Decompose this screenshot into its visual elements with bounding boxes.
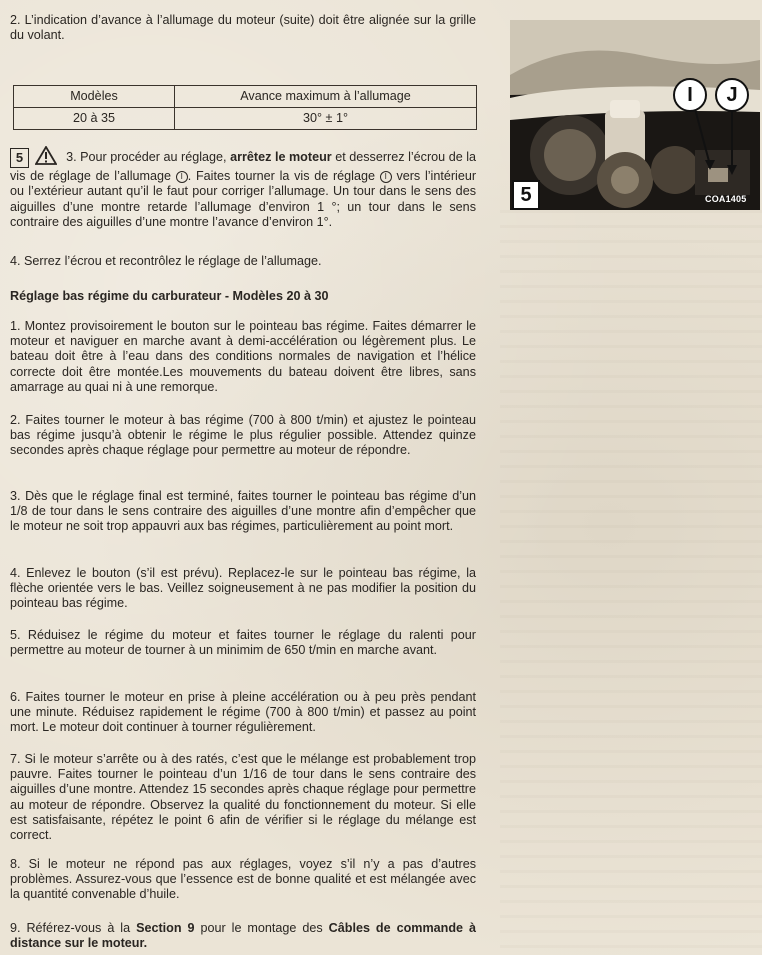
callout-i-marker-2: I bbox=[380, 171, 392, 183]
section-title-text: Réglage bas régime du carburateur - Modèles 20 à 30 bbox=[10, 289, 329, 303]
spec-table bbox=[13, 85, 477, 130]
list-item bbox=[10, 857, 476, 903]
step-9-section-ref: Section 9 bbox=[136, 921, 195, 935]
list-item bbox=[10, 566, 476, 612]
table-row bbox=[14, 108, 477, 130]
list-item bbox=[10, 690, 476, 736]
step-3-intro: 3. Pour procéder au réglage, bbox=[66, 149, 227, 164]
step-3-bold: arrêtez le moteur bbox=[230, 149, 332, 164]
intro-text: 2. L’indication d’avance à l’allumage du moteur (suite) doit être alignée sur la grille du volant. bbox=[10, 13, 476, 43]
bleed-through-texture bbox=[500, 210, 762, 955]
paragraph-8: 8. Si le moteur ne répond pas aux réglages, voyez s’il n’y a pas d’autres problèmes. Assurez-vous que l’essence est de bonne qualité et est mélangée avec la quantité convenable d’huile. bbox=[10, 857, 476, 902]
table-cell-advance: 30° ± 1° bbox=[175, 108, 477, 130]
table-header-row bbox=[14, 86, 477, 108]
list-item bbox=[10, 489, 476, 535]
engine-photo-drawing bbox=[510, 20, 760, 210]
step-4-paragraph bbox=[10, 254, 476, 269]
step-3-text-b: . Faites tourner la vis de réglage bbox=[187, 169, 375, 184]
paragraph-5: 5. Réduisez le régime du moteur et faites tourner le réglage du ralenti pour permettre au moteur de tourner à un minimim de 650 t/min en marche avant. bbox=[10, 628, 476, 658]
paragraph-6: 6. Faites tourner le moteur en prise à pleine accélération ou à peu près pendant une minute. Réduisez rapidement le régime (700 à 800 t/min) et passez au point mort. Le moteur doit continuer à tourner régulièrement. bbox=[10, 690, 476, 735]
paragraph-7: 7. Si le moteur s’arrête ou à des ratés, c’est que le mélange est probablement trop pauvre. Faites tourner le pointeau d’un 1/16 de tour dans le sens contraire des aiguilles d’une montre. Attendez 15 secondes après chaque réglage pour permettre au moteur de répondre. Observez la qualité du fonctionnement du moteur. Si elle est satisfaisante, répétez le point 6 afin de vérifier si le réglage du mélange est correct. bbox=[10, 752, 476, 843]
step-9-paragraph bbox=[10, 921, 476, 951]
paragraph-1: 1. Montez provisoirement le bouton sur le pointeau bas régime. Faites démarrer le moteur et naviguer en marche avant à demi-accélération ou légèrement plus. Le bateau doit être à l’eau dans des conditions normales de navigation et l’hélice correcte doit être montée.Les mouvements du bateau doivent être libres, sans amarrage au quai ni à une remorque. bbox=[10, 319, 476, 394]
engine-photo bbox=[510, 20, 760, 210]
intro-paragraph bbox=[10, 13, 476, 43]
step-4-text: 4. Serrez l’écrou et recontrôlez le réglage de l’allumage. bbox=[10, 254, 322, 268]
step-3-text-c: vers l’intérieur ou l’extérieur autant qu’il le faut pour corriger l’allumage. Un tour dans le sens des aiguilles d’une montre retarde l’allumage d’environ 1 °; un tour dans le sens contraire des aiguilles d’une montre l’avance d’environ 1°. bbox=[10, 169, 477, 229]
photo-code: COA1405 bbox=[705, 194, 747, 204]
step-3-text-a: et desserrez l’écrou de la vis de réglage de l’allumage bbox=[10, 149, 477, 184]
photo-label-j: J bbox=[715, 78, 749, 112]
figure-reference-badge: 5 bbox=[10, 148, 29, 168]
table-header-advance: Avance maximum à l’allumage bbox=[175, 86, 477, 108]
table-header-models: Modèles bbox=[14, 86, 175, 108]
paragraph-3: 3. Dès que le réglage final est terminé, faites tourner le pointeau bas régime d’un 1/8 de tour dans le sens contraire des aiguilles d’une montre afin d’empêcher que le moteur ne soit trop appauvri aux bas régimes, particulièrement au point mort. bbox=[10, 489, 476, 534]
paragraph-2: 2. Faites tourner le moteur à bas régime (700 à 800 t/min) et ajustez le pointeau bas régime jusqu’à obtenir le régime le plus régulier possible. Attendez quinze secondes après chaque réglage pour permettre au moteur de répondre. bbox=[10, 413, 476, 458]
list-item bbox=[10, 319, 476, 395]
section-title bbox=[10, 289, 476, 304]
list-item bbox=[10, 628, 476, 658]
step-3-paragraph bbox=[10, 146, 476, 230]
step-9-bold-tail: Câbles de commande à distance sur le moteur. bbox=[10, 921, 477, 951]
warning-icon bbox=[35, 146, 57, 169]
step-9-text-c: pour le montage des bbox=[200, 921, 323, 935]
photo-label-i: I bbox=[673, 78, 707, 112]
list-item bbox=[10, 413, 476, 459]
callout-i-marker: I bbox=[176, 171, 188, 183]
step-9-text-a: 9. Référez-vous à la bbox=[10, 921, 131, 935]
list-item bbox=[10, 752, 476, 843]
photo-figure-number: 5 bbox=[512, 180, 540, 210]
table-cell-models: 20 à 35 bbox=[14, 108, 175, 130]
paragraph-4: 4. Enlevez le bouton (s’il est prévu). Replacez-le sur le pointeau bas régime, la flèche orientée vers le bas. Veillez soigneusement à ne pas modifier la position du pointeau bas régime. bbox=[10, 566, 476, 611]
